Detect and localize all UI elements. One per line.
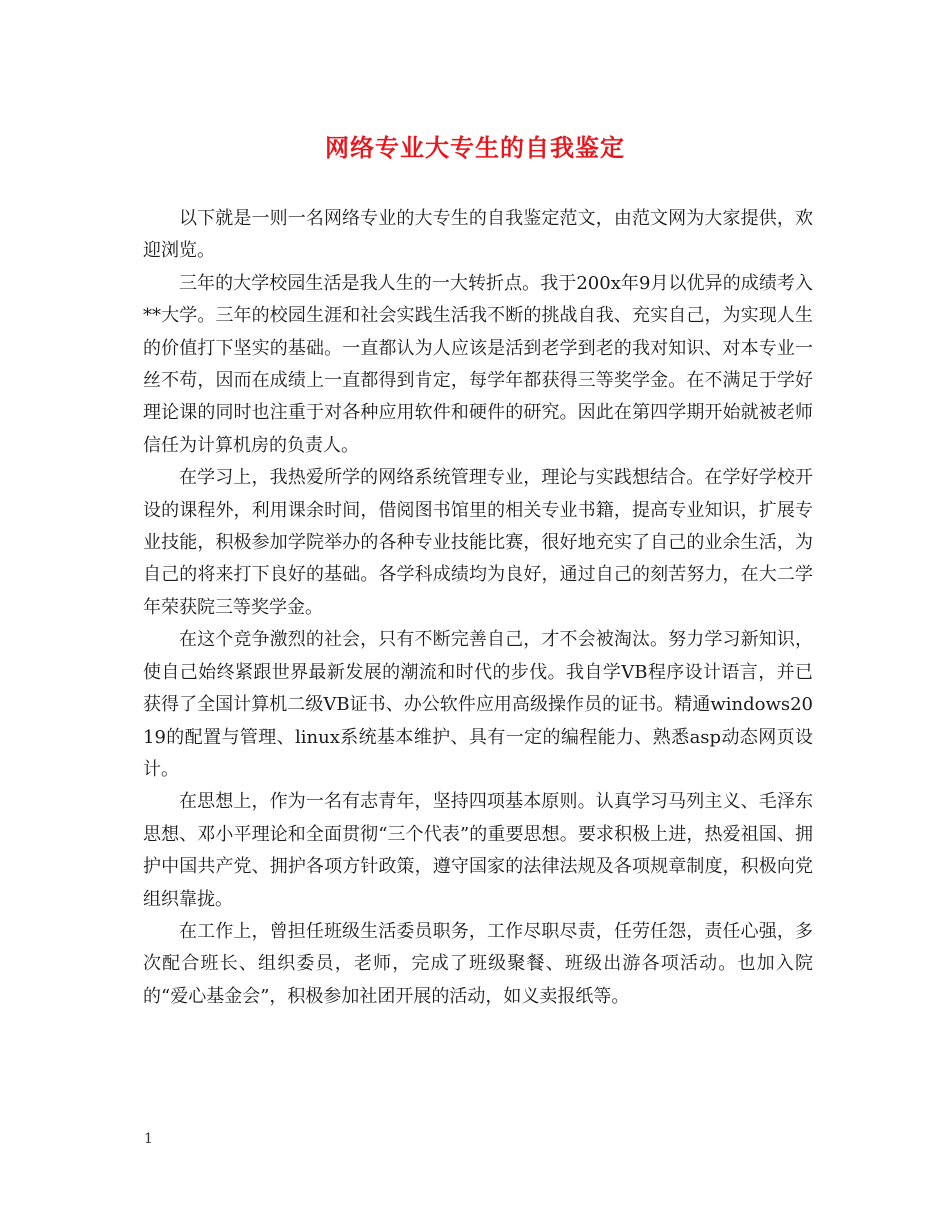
document-title: 网络专业大专生的自我鉴定 (325, 133, 625, 162)
paragraph-work: 在工作上，曾担任班级生活委员职务，工作尽职尽责，任劳任怨，责任心强，多次配合班长、组织委员，老师，完成了班级聚餐、班级出游各项活动。也加入院的“爱心基金会”，积极参加社团开展的活动，如义卖报纸等。 (143, 920, 813, 1007)
paragraph-self-improvement: 在这个竞争激烈的社会，只有不断完善自己，才不会被淘汰。努力学习新知识，使自己始终紧跟世界最新发展的潮流和时代的步伐。我自学VB程序设计语言，并已获得了全国计算机二级VB证书、办公软件应用高级操作员的证书。精通windows2019的配置与管理、linux系统基本维护、具有一定的编程能力、熟悉asp动态网页设计。 (143, 629, 813, 780)
paragraph-intro: 以下就是一则一名网络专业的大专生的自我鉴定范文，由范文网为大家提供，欢迎浏览。 (143, 208, 813, 262)
paragraph-ideology: 在思想上，作为一名有志青年，坚持四项基本原则。认真学习马列主义、毛泽东思想、邓小平理论和全面贯彻“三个代表”的重要思想。要求积极上进，热爱祖国、拥护中国共产党、拥护各项方针政策，遵守国家的法律法规及各项规章制度，积极向党组织靠拢。 (143, 791, 813, 910)
paragraph-campus-life: 三年的大学校园生活是我人生的一大转折点。我于200x年9月以优异的成绩考入**大学。三年的校园生涯和社会实践生活我不断的挑战自我、充实自己，为实现人生的价值打下坚实的基础。一直都认为人应该是活到老学到老的我对知识、对本专业一丝不苟，因而在成绩上一直都得到肯定，每学年都获得三等奖学金。在不满足于学好理论课的同时也注重于对各种应用软件和硬件的研究。因此在第四学期开始就被老师信任为计算机房的负责人。 (143, 272, 813, 456)
document-body (143, 203, 813, 1013)
page-number: 1 (144, 1131, 153, 1147)
paragraph-study: 在学习上，我热爱所学的网络系统管理专业，理论与实践想结合。在学好学校开设的课程外，利用课余时间，借阅图书馆里的相关专业书籍，提高专业知识，扩展专业技能，积极参加学院举办的各种专业技能比赛，很好地充实了自己的业余生活，为自己的将来打下良好的基础。各学科成绩均为良好，通过自己的刻苦努力，在大二学年荣获院三等奖学金。 (143, 467, 813, 618)
